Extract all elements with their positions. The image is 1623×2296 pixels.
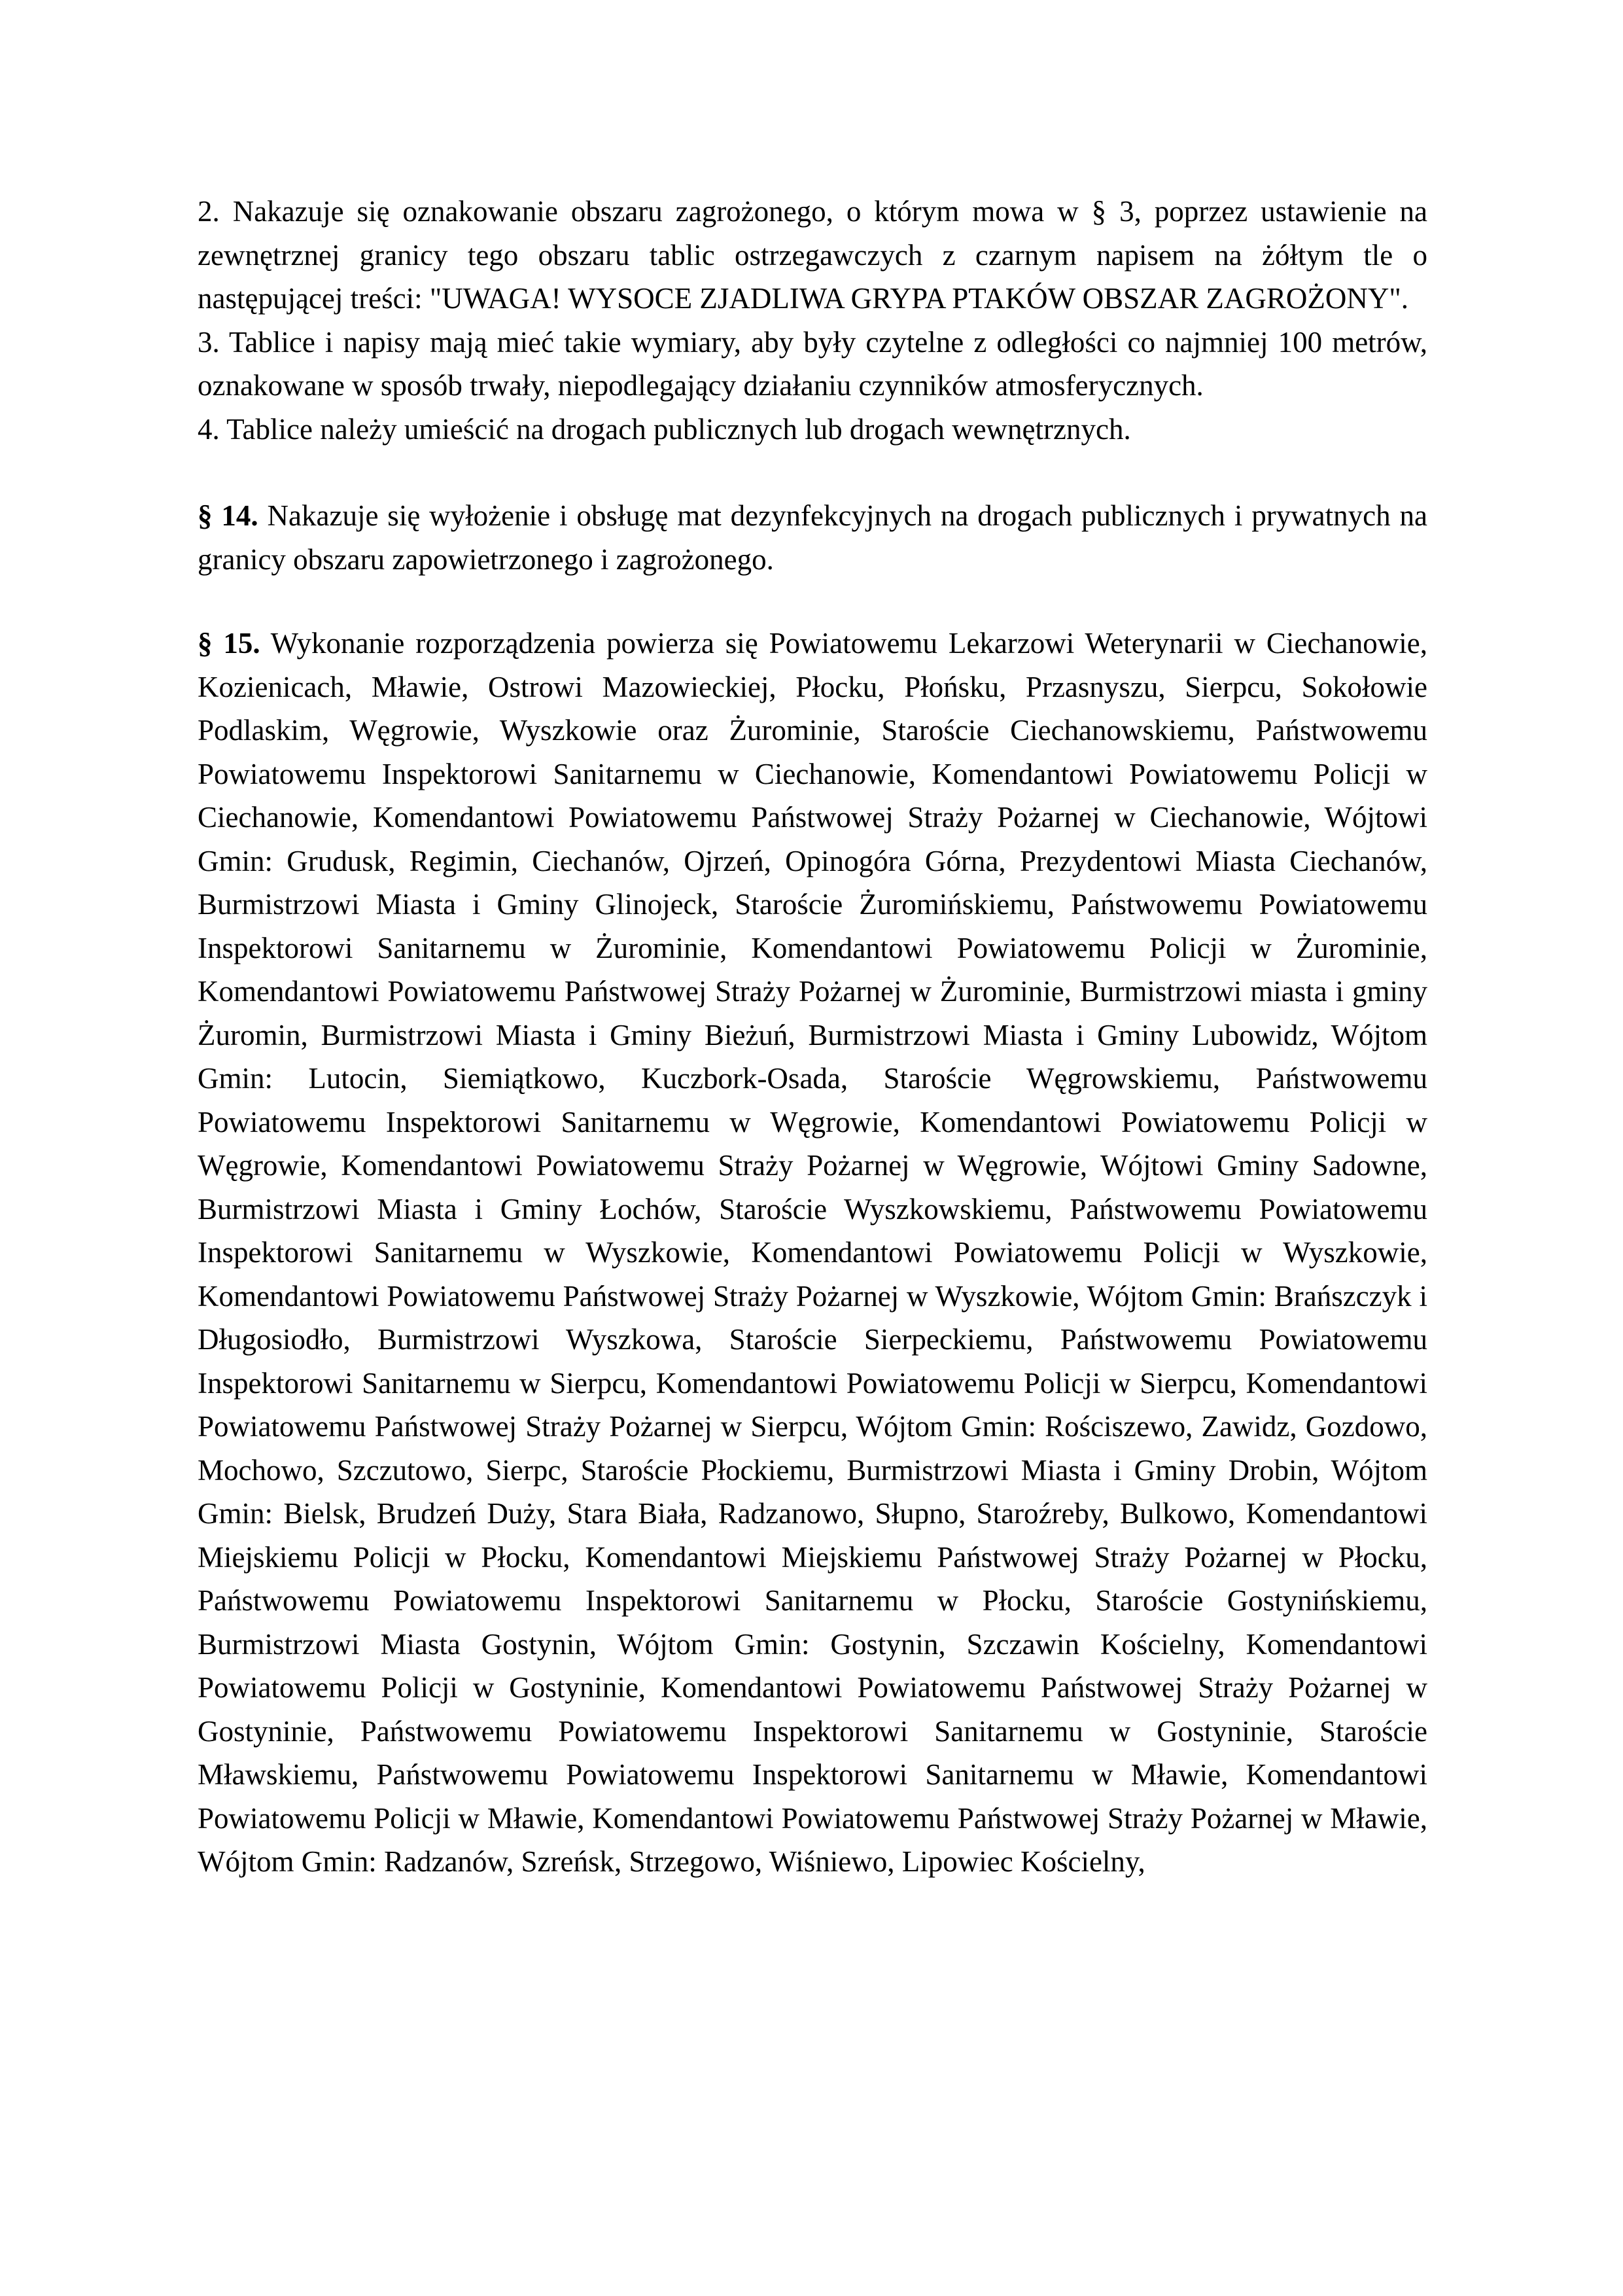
paragraph-item-3: 3. Tablice i napisy mają mieć takie wymiary, aby były czytelne z odległości co najmniej 100 metrów, oznakowane w sposób trwały, niepodlegający działaniu czynników atmosferycznych. xyxy=(198,325,1427,402)
section-15-text: Wykonanie rozporządzenia powierza się Powiatowemu Lekarzowi Weterynarii w Ciechanowie, Kozienicach, Mławie, Ostrowi Mazowieckiej, Płocku, Płońsku, Przasnyszu, Sierpcu, Sokołowie Podlaskim, Węgrowie, Wyszkowie oraz Żurominie, Staroście Ciechanowskiemu, Państwowemu Powiatowemu Inspektorowi Sanitarnemu w Ciechanowie, Komendantowi Powiatowemu Policji w Ciechanowie, Komendantowi Powiatowemu Państwowej Straży Pożarnej w Ciechanowie, Wójtowi Gmin: Grudusk, Regimin, Ciechanów, Ojrzeń, Opinogóra Górna, Prezydentowi Miasta Ciechanów, Burmistrzowi Miasta i Gminy Glinojeck, Staroście Żuromińskiemu, Państwowemu Powiatowemu Inspektorowi Sanitarnemu w Żurominie, Komendantowi Powiatowemu Policji w Żurominie, Komendantowi Powiatowemu Państwowej Straży Pożarnej w Żurominie, Burmistrzowi miasta i gminy Żuromin, Burmistrzowi Miasta i Gminy Bieżuń, Burmistrzowi Miasta i Gminy Lubowidz, Wójtom Gmin: Lutocin, Siemiątkowo, Kuczbork-Osada, Staroście Węgrowskiemu, Państwowemu Powiatowemu Inspektorowi Sanitarnemu w Węgrowie, Komendantowi Powiatowemu Policji w Węgrowie, Komendantowi Powiatowemu Straży Pożarnej w Węgrowie, Wójtowi Gminy Sadowne, Burmistrzowi Miasta i Gminy Łochów, Staroście Wyszkowskiemu, Państwowemu Powiatowemu Inspektorowi Sanitarnemu w Wyszkowie, Komendantowi Powiatowemu Policji w Wyszkowie, Komendantowi Powiatowemu Państwowej Straży Pożarnej w Wyszkowie, Wójtom Gmin: Brańszczyk i Długosiodło, Burmistrzowi Wyszkowa, Staroście Sierpeckiemu, Państwowemu Powiatowemu Inspektorowi Sanitarnemu w Sierpcu, Komendantowi Powiatowemu Policji w Sierpcu, Komendantowi Powiatowemu Państwowej Straży Pożarnej w Sierpcu, Wójtom Gmin: Rościszewo, Zawidz, Gozdowo, Mochowo, Szczutowo, Sierpc, Staroście Płockiemu, Burmistrzowi Miasta i Gminy Drobin, Wójtom Gmin: Bielsk, Brudzeń Duży, Stara Biała, Radzanowo, Słupno, Staroźreby, Bulkowo, Komendantowi Miejskiemu Policji w Płocku, Komendantowi Miejskiemu Państwowej Straży Pożarnej w Płocku, Państwowemu Powiatowemu Inspektorowi Sanitarnemu w Płocku, Staroście Gostynińskiemu, Burmistrzowi Miasta Gostynin, Wójtom Gmin: Gostynin, Szczawin Kościelny, Komendantowi Powiatowemu Policji w Gostyninie, Komendantowi Powiatowemu Państwowej Straży Pożarnej w Gostyninie, Państwowemu Powiatowemu Inspektorowi Sanitarnemu w Gostyninie, Staroście Mławskiemu, Państwowemu Powiatowemu Inspektorowi Sanitarnemu w Mławie, Komendantowi Powiatowemu Policji w Mławie, Komendantowi Powiatowemu Państwowej Straży Pożarnej w Mławie, Wójtom Gmin: Radzanów, Szreńsk, Strzegowo, Wiśniewo, Lipowiec Kościelny, xyxy=(198,627,1428,1878)
section-14-number: § 14. xyxy=(198,499,258,532)
spacer xyxy=(198,451,1427,494)
section-14-text: Nakazuje się wyłożenie i obsługę mat dezynfekcyjnych na drogach publicznych i prywatnych na granicy obszaru zapowietrzonego i zagrożonego. xyxy=(198,499,1427,576)
section-14-paragraph xyxy=(198,494,1427,581)
paragraph-item-4: 4. Tablice należy umieścić na drogach publicznych lub drogach wewnętrznych. xyxy=(198,412,1131,446)
section-15-paragraph xyxy=(198,622,1427,1884)
document-body xyxy=(198,190,1427,1884)
paragraph-item-2: 2. Nakazuje się oznakowanie obszaru zagrożonego, o którym mowa w § 3, poprzez ustawienie na zewnętrznej granicy tego obszaru tablic ostrzegawczych z czarnym napisem na żółtym tle o następującej treści: "UWAGA! WYSOCE ZJADLIWA GRYPA PTAKÓW OBSZAR ZAGROŻONY". xyxy=(198,195,1427,315)
section-15-number: § 15. xyxy=(198,627,260,660)
spacer xyxy=(198,581,1427,622)
